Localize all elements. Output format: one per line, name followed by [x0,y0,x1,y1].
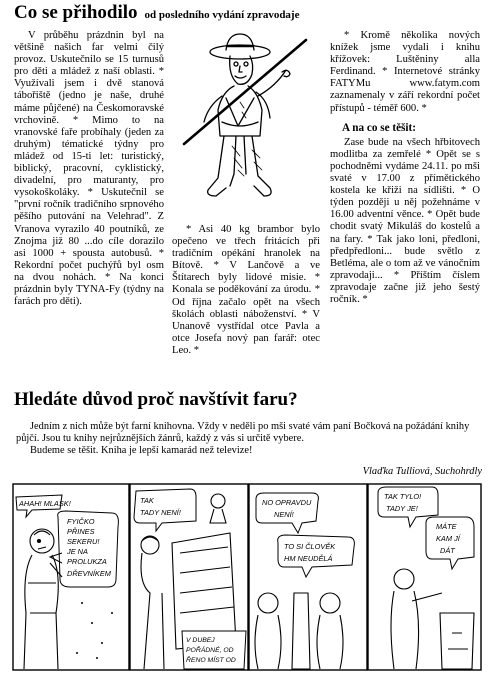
library-paragraph-2: Budeme se těšit. Kniha je lepší kamarád než televize! [30,445,253,456]
svg-text:NENÍ!: NENÍ! [274,510,294,519]
comic-panel-3 [249,484,367,670]
column-2-text: * Asi 40 kg brambor bylo opečeno ve třech fritácích při tradičním opékání hranolek na Bítově. * V Lančově a ve Štítarech byly lidové misie. * Konala se poděkování za úrodu. * Od října začalo opět na všech školách oblasti náboženství. * V Unanově vystřídal otce Pavla a otce Josefa nový pan farář: otec Leo. * [172,224,320,356]
comic-strip [12,483,482,671]
panel3-bubble-1 [262,498,312,519]
article-headline [14,2,484,24]
library-headline: Hledáte důvod proč navštívit faru? [14,389,298,410]
column-3-text-a: * Kromě několika nových knížek jsme vydali i knihu křížovek: Luštěniny alla Ferdinand. * Internetové stránky FATYMu www.fatym.com zaznamenaly v září rekordní počet přístupů - téměř 600. * [330,30,480,114]
panel3-bubble-2 [284,542,336,563]
svg-text:TAK: TAK [140,496,154,505]
panel4-bubble-2 [436,522,462,555]
svg-text:V DUBEJ: V DUBEJ [186,637,215,644]
svg-text:NO OPRAVDU: NO OPRAVDU [262,498,312,507]
comic-panel-4 [368,484,481,670]
column-3-text-b: Zase bude na všech hřbitovech modlitba za zemřelé * Opět se s pochodněmi vydáme 24.11. po mši svaté v 17.00 z přímětického kostela ke křiži na sídlišti. * O týden později u něj požehnáme v 16.00 adventní věnce. * Opět bude chodit svatý Mikuláš do kostelů a na fary. * Tak jako loni, předloni, předpředloni... bude světlo z Betléma, ale o tom až ve vánočním zpravodaji... * Příštím číslem zpravodaje začne již jeho šestý ročník. * [330,136,480,305]
column-3-subheading: A na co se těšit: [342,121,416,134]
panel2-bubble [140,496,181,517]
article-column-3 [330,30,480,306]
panel1-bubble-2 [66,517,112,578]
svg-text:DÁT: DÁT [440,546,455,555]
svg-text:ŘENO MÍST OD: ŘENO MÍST OD [186,657,236,664]
svg-text:TADY NENÍ!: TADY NENÍ! [140,508,181,517]
svg-text:SEKERU!: SEKERU! [67,537,100,546]
library-paragraph-1: Jedním z nich může být farní knihovna. Vždy v neděli po mši svaté vám paní Bočková na požádání knihy půjčí. Jsou tu knihy nejrůznějších žánrů, každý z vás si určitě vybere. [16,421,470,445]
svg-text:TAK TYLO!: TAK TYLO! [384,492,422,501]
svg-text:FYIČKO: FYIČKO [67,517,95,526]
headline-suffix: od posledního vydání zpravodaje [144,9,300,21]
article-column-2 [172,224,320,357]
svg-text:KAM JÍ: KAM JÍ [436,534,460,543]
panel1-bubble-1: AHAH! MLASK! [19,499,71,508]
svg-text:PROLUKZA: PROLUKZA [67,557,107,566]
signature: Vlaďka Tulliová, Suchohrdly [362,466,482,477]
svg-text:MÁTE: MÁTE [436,522,457,531]
svg-text:PŘINES: PŘINES [67,527,95,536]
comic-panel-2-content [134,489,246,669]
walking-pilgrim-illustration [178,26,318,212]
svg-text:JE NA: JE NA [67,547,88,556]
comic-panel-3-content [255,493,354,669]
svg-text:POŘÁDNÉ, OD: POŘÁDNÉ, OD [186,647,234,654]
headline-main: Co se přihodilo [14,2,138,23]
svg-text:HM NEUDĚLÁ: HM NEUDĚLÁ [284,554,333,563]
svg-text:DŘEVNÍKEM: DŘEVNÍKEM [67,569,111,578]
svg-text:TADY JE!: TADY JE! [386,504,418,513]
comic-panel-1-content [16,495,118,669]
panel4-bubble-1 [384,492,421,513]
comic-panel-4-content [378,487,474,669]
svg-text:TO SI ČLOVĚK: TO SI ČLOVĚK [284,542,336,551]
column-1-text: V průběhu prázdnin byl na většině našich far velmi čilý provoz. Uskutečnilo se 15 turnusů pro děti a mládež z naší oblasti. * Využívali jsem i dvě stanová tábořiště (jedno je naše, druhé máme půjčené) na Českomoravské vrchovině. * Mimo to na vranovské faře probíhaly (jeden za druhým) tématické týdny pro mládež od 15-ti let: turistický, biblický, pracovní, cyklistický, divadelní, pro maturanty, pro vysokoškoláky. * Uskutečnil se "první ročník tradičního srpnového pěšího putování na Velehrad". Z Vranova vyrazilo 40 poutníků, ze Znojma již 80 ...do cíle dorazilo asi 1000 + spousta autobusů. * Rekordní počet puchýřů byl osm na dvou nohách. * Na konci prázdnin byly TYNA-Fy (týdny na farách pro děti). [14,30,164,308]
article-column-1 [14,30,164,308]
